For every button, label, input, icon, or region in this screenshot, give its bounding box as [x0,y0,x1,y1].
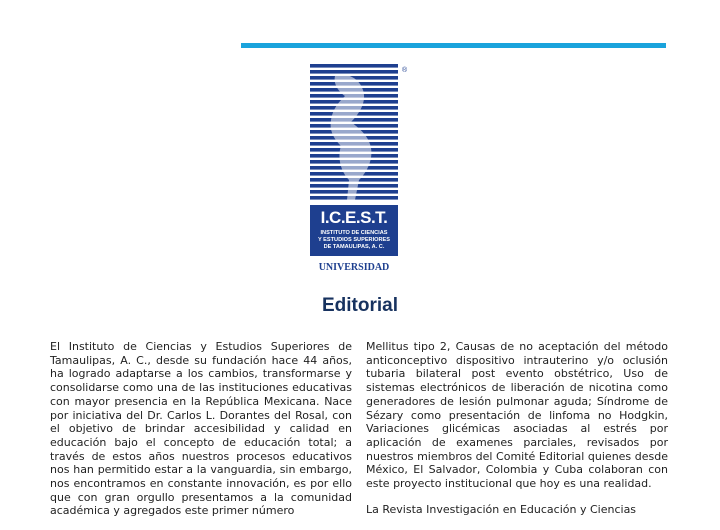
acronym-text: I.C.E.S.T. [320,208,388,227]
top-accent-rule [241,43,666,48]
right-column [366,340,668,528]
universidad-label: UNIVERSIDAD [318,262,390,273]
icest-logo [307,62,411,274]
icest-logo-graphic [307,62,411,274]
institution-line-3: DE TAMAULIPAS, A. C. [323,244,385,250]
page-title: Editorial [321,295,398,316]
right-paragraph-2: La Revista Investigación en Educación y Ciencias [366,502,637,516]
institution-line-1: INSTITUTO DE CIENCIAS [320,230,388,236]
left-column [50,340,352,530]
registered-mark: ® [402,67,408,74]
institution-line-2: Y ESTUDIOS SUPERIORES [317,237,391,243]
right-paragraph-1: Mellitus tipo 2, Causas de no aceptación del método anticonceptivo dispositivo intrauterino y/o oclusión tubaria bilateral post evento obstétrico, Uso de sistemas electrónicos de liberación de nicotina como generadores de lesión pulmonar aguda; Síndrome de Sézary como presentación de linfoma no Hodgkin, Variaciones glicémicas asociadas al estrés por aplicación de examenes parciales, revisados por nuestros miembros del Comité Editorial quienes desde México, El Salvador, Colombia y Cuba colaboran con este proyecto institucional que hoy es una realidad. [366,340,668,491]
left-paragraph-1: El Instituto de Ciencias y Estudios Superiores de Tamaulipas, A. C., desde su fundación hace 44 años, ha logrado adaptarse a los cambios, transformarse y consolidarse como una de las instituciones educativas con mayor presencia en la República Mexicana. Nace por iniciativa del Dr. Carlos L. Dorantes del Rosal, con el objetivo de brindar accesibilidad y calidad en educación bajo el concepto de educación total; a través de estos años nuestros procesos educativos nos han permitido estar a la vanguardia, sin embargo, nos encontramos en constante innovación, es por ello que con gran orgullo presentamos a la comunidad académica y agregados este primer número [50,340,352,518]
